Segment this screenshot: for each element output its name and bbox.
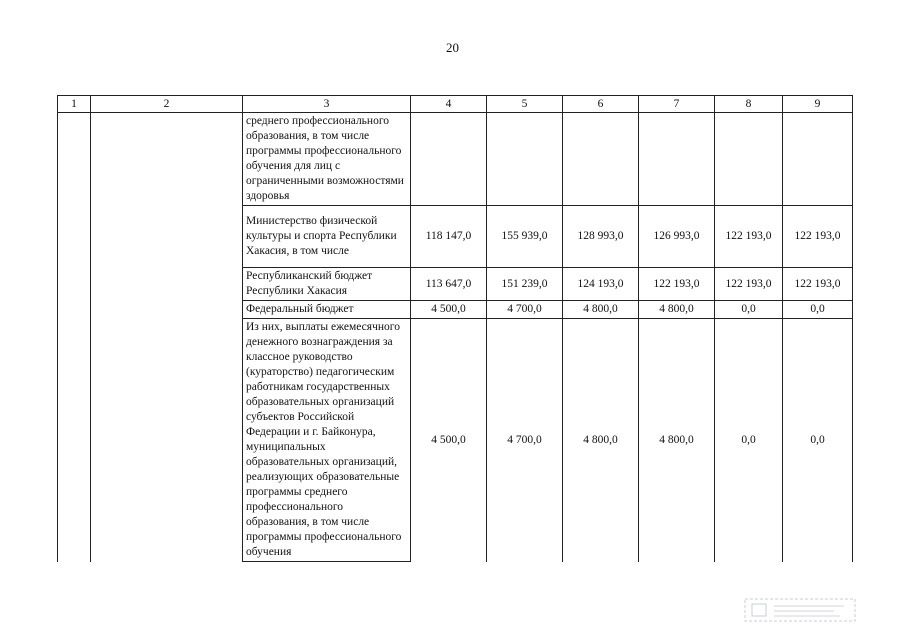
row-value: 0,0: [783, 301, 853, 319]
row-value: [783, 113, 853, 206]
row-value: 0,0: [715, 319, 783, 562]
row-value: 4 800,0: [639, 301, 715, 319]
row-value: 128 993,0: [563, 206, 639, 268]
row-value: 4 700,0: [487, 319, 563, 562]
column-header: 5: [487, 96, 563, 113]
table-header-row: [58, 96, 853, 113]
budget-table: [57, 95, 853, 562]
row-value: 4 700,0: [487, 301, 563, 319]
row-description: среднего профессионального образования, в том числе программы профессионального обучения для лиц с ограниченными возможностями здоровья: [243, 113, 411, 206]
row-value: 118 147,0: [411, 206, 487, 268]
row-value: 122 193,0: [639, 268, 715, 301]
column-header: 8: [715, 96, 783, 113]
row-value: 122 193,0: [783, 206, 853, 268]
column-header: 9: [783, 96, 853, 113]
page-number: 20: [446, 40, 459, 55]
column-header: 4: [411, 96, 487, 113]
row-value: [639, 113, 715, 206]
table-cell-index: [58, 113, 91, 562]
scan-stamp-mark: [744, 598, 856, 622]
column-header: 2: [91, 96, 243, 113]
row-value: [715, 113, 783, 206]
row-value: 0,0: [783, 319, 853, 562]
column-header: 6: [563, 96, 639, 113]
row-value: 124 193,0: [563, 268, 639, 301]
column-header: 3: [243, 96, 411, 113]
row-description: Республиканский бюджет Республики Хакасия: [243, 268, 411, 301]
row-description: Министерство физической культуры и спорта Республики Хакасия, в том числе: [243, 206, 411, 268]
column-header: 7: [639, 96, 715, 113]
row-value: 155 939,0: [487, 206, 563, 268]
row-value: 4 800,0: [563, 301, 639, 319]
table-row: [58, 113, 853, 206]
row-value: 122 193,0: [715, 268, 783, 301]
row-value: 0,0: [715, 301, 783, 319]
row-value: 4 800,0: [563, 319, 639, 562]
row-value: [563, 113, 639, 206]
row-description: Из них, выплаты ежемесячного денежного вознаграждения за классное руководство (кураторство) педагогическим работникам государственных образовательных организаций субъектов Российской Федерации и г. Байконура, муниципальных образовательных организаций, реализующих образовательные программы среднего профессионального образования, в том числе программы профессионального обучения: [243, 319, 411, 562]
row-value: 4 800,0: [639, 319, 715, 562]
row-value: 122 193,0: [715, 206, 783, 268]
row-value: [487, 113, 563, 206]
row-value: 122 193,0: [783, 268, 853, 301]
table-cell-name: [91, 113, 243, 562]
row-value: [411, 113, 487, 206]
row-value: 151 239,0: [487, 268, 563, 301]
row-value: 126 993,0: [639, 206, 715, 268]
row-value: 4 500,0: [411, 301, 487, 319]
row-value: 4 500,0: [411, 319, 487, 562]
row-value: 113 647,0: [411, 268, 487, 301]
column-header: 1: [58, 96, 91, 113]
row-description: Федеральный бюджет: [243, 301, 411, 319]
